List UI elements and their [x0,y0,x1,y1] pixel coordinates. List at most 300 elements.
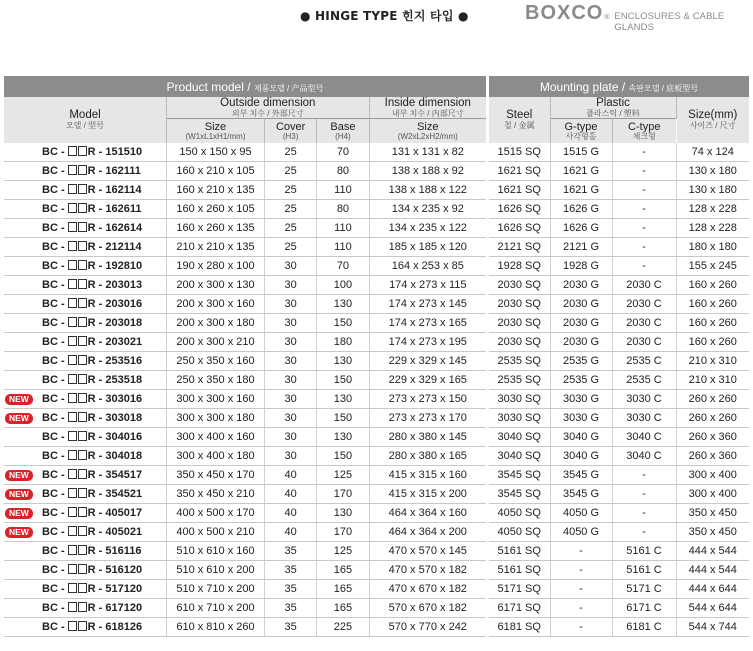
steel-cell: 3030 SQ [489,409,550,428]
base-label: Base [330,120,356,133]
table-row [489,466,749,485]
model-code: R - 212114 [87,241,142,253]
c-type-cell: 3030 C [612,390,676,409]
outside-size-cell: 160 x 210 x 105 [167,162,265,181]
base-cell: 165 [317,580,369,599]
steel-cell: 5161 SQ [489,542,550,561]
placeholder-box-icon [78,507,87,517]
model-cell [4,238,167,257]
table-row [4,428,486,447]
placeholder-box-icon [78,336,87,346]
table-row [4,219,486,238]
table-row [4,257,486,276]
plate-size-cell: 210 x 310 [676,352,749,371]
table-row [4,485,486,504]
steel-cell: 4050 SQ [489,504,550,523]
model-code: R - 618126 [87,621,143,633]
base-header [317,119,369,143]
model-prefix: BC - [42,241,68,253]
new-badge: NEW [5,413,33,424]
placeholder-box-icon [68,412,77,422]
inside-size-cell: 415 x 315 x 160 [369,466,486,485]
plate-size-cell: 444 x 544 [676,561,749,580]
plate-size-cell: 350 x 450 [676,523,749,542]
placeholder-box-icon [68,298,77,308]
band-text: Product model / [166,79,254,94]
table-row [489,504,749,523]
plate-size-header [676,97,749,143]
cover-cell: 30 [264,352,316,371]
model-code: R - 253516 [87,355,143,367]
table-row [489,219,749,238]
model-cell [4,181,167,200]
outside-size-cell: 300 x 400 x 160 [167,428,265,447]
plastic-sublabel: 플라스틱 / 塑料 [551,109,676,119]
base-cell: 170 [317,485,369,504]
model-prefix: BC - [42,184,68,196]
inside-size-cell: 464 x 364 x 200 [369,523,486,542]
g-type-cell: 2030 G [550,295,612,314]
model-prefix: BC - [42,431,68,443]
model-cell [4,295,167,314]
model-prefix: BC - [42,336,68,348]
g-type-cell: 1515 G [550,143,612,162]
plate-size-cell: 74 x 124 [676,143,749,162]
model-cell [4,276,167,295]
table-row [489,428,749,447]
placeholder-box-icon [68,260,77,270]
steel-cell: 3545 SQ [489,485,550,504]
model-cell [4,485,167,504]
model-prefix: BC - [42,621,68,633]
plate-size-cell: 130 x 180 [676,162,749,181]
c-type-cell: - [612,200,676,219]
g-type-header [550,119,612,143]
model-prefix: BC - [42,279,68,291]
plate-size-cell: 128 x 228 [676,219,749,238]
base-cell: 80 [317,200,369,219]
model-prefix: BC - [42,298,68,310]
model-cell [4,352,167,371]
placeholder-box-icon [68,545,77,555]
base-cell: 150 [317,314,369,333]
inside-size-cell: 164 x 253 x 85 [369,257,486,276]
table-row [4,295,486,314]
table-row [489,447,749,466]
placeholder-box-icon [78,222,87,232]
table-row [4,466,486,485]
model-code: R - 617120 [87,602,143,614]
plate-size-cell: 160 x 260 [676,295,749,314]
outside-size-cell: 510 x 610 x 160 [167,542,265,561]
base-cell: 130 [317,390,369,409]
table-row [4,561,486,580]
cover-cell: 35 [264,542,316,561]
model-prefix: BC - [42,469,68,481]
cover-cell: 30 [264,428,316,447]
g-type-cell: 4050 G [550,523,612,542]
plate-size-cell: 128 x 228 [676,200,749,219]
base-cell: 125 [317,542,369,561]
registered-mark: ® [603,13,611,21]
table-row [4,181,486,200]
new-badge: NEW [5,394,33,405]
plate-size-cell: 180 x 180 [676,238,749,257]
inside-size-cell: 273 x 273 x 170 [369,409,486,428]
placeholder-box-icon [78,602,87,612]
base-cell: 110 [317,238,369,257]
model-cell [4,580,167,599]
plate-size-cell: 544 x 644 [676,599,749,618]
model-code: R - 203021 [87,336,143,348]
g-type-cell: 1621 G [550,181,612,200]
cover-cell: 40 [264,523,316,542]
c-type-cell: - [612,523,676,542]
base-cell: 110 [317,181,369,200]
placeholder-box-icon [68,602,77,612]
inside-size-cell: 174 x 273 x 165 [369,314,486,333]
steel-cell: 2121 SQ [489,238,550,257]
placeholder-box-icon [78,469,87,479]
g-type-cell: 1928 G [550,257,612,276]
steel-cell: 6181 SQ [489,618,550,637]
model-code: R - 151510 [87,146,143,158]
model-prefix: BC - [42,564,68,576]
model-prefix: BC - [42,355,68,367]
outside-size-cell: 610 x 810 x 260 [167,618,265,637]
inside-size-cell: 174 x 273 x 145 [369,295,486,314]
placeholder-box-icon [78,488,87,498]
base-cell: 165 [317,599,369,618]
inside-size-cell: 174 x 273 x 195 [369,333,486,352]
cover-cell: 35 [264,618,316,637]
model-prefix: BC - [42,507,68,519]
new-badge: NEW [5,470,33,481]
plate-size-cell: 444 x 544 [676,542,749,561]
model-prefix: BC - [42,602,68,614]
cover-cell: 30 [264,371,316,390]
inside-size-cell: 134 x 235 x 122 [369,219,486,238]
model-cell [4,618,167,637]
mounting-plate-band [489,76,749,97]
cover-cell: 25 [264,162,316,181]
steel-cell: 5171 SQ [489,580,550,599]
base-cell: 110 [317,219,369,238]
model-cell [4,504,167,523]
base-cell: 150 [317,409,369,428]
model-cell [4,599,167,618]
inside-size-cell: 138 x 188 x 122 [369,181,486,200]
placeholder-box-icon [68,621,77,631]
product-model-table [4,76,486,637]
plate-size-cell: 155 x 245 [676,257,749,276]
outside-size-cell: 510 x 610 x 200 [167,561,265,580]
plate-size-cell: 210 x 310 [676,371,749,390]
plate-size-cell: 160 x 260 [676,276,749,295]
placeholder-box-icon [68,526,77,536]
steel-cell: 2535 SQ [489,371,550,390]
steel-sublabel: 철 / 金属 [504,121,535,130]
table-row [4,504,486,523]
inside-size-cell: 470 x 570 x 145 [369,542,486,561]
model-prefix: BC - [42,165,68,177]
outside-dimension-header [167,97,370,119]
outside-size-cell: 150 x 150 x 95 [167,143,265,162]
table-row [489,580,749,599]
inside-size-cell: 570 x 670 x 182 [369,599,486,618]
new-badge: NEW [5,508,33,519]
band-subtext: 제품모델 / 产品型号 [253,83,324,93]
model-code: R - 253518 [87,374,143,386]
model-code: R - 354521 [87,488,143,500]
table-row [489,561,749,580]
model-code: R - 303018 [87,412,143,424]
mounting-plate-table [489,76,749,637]
base-cell: 125 [317,466,369,485]
inside-size-header [369,119,486,143]
steel-cell: 3040 SQ [489,447,550,466]
model-cell [4,409,167,428]
table-row [4,409,486,428]
placeholder-box-icon [78,450,87,460]
base-cell: 170 [317,523,369,542]
model-code: R - 203013 [87,279,143,291]
placeholder-box-icon [68,203,77,213]
size-header [167,119,265,143]
base-sublabel: (H4) [335,131,351,141]
c-type-cell: - [612,238,676,257]
plate-size-cell: 444 x 644 [676,580,749,599]
g-type-cell: 3030 G [550,390,612,409]
inside-size-cell: 280 x 380 x 165 [369,447,486,466]
g-type-cell: 3040 G [550,428,612,447]
g-type-cell: 2535 G [550,371,612,390]
outside-size-cell: 200 x 300 x 180 [167,314,265,333]
placeholder-box-icon [78,184,87,194]
page-header [0,0,753,32]
model-prefix: BC - [42,526,68,538]
model-code: R - 517120 [87,583,143,595]
steel-cell: 2030 SQ [489,276,550,295]
table-row [489,333,749,352]
model-code: R - 162114 [87,184,142,196]
c-type-label: C-type [628,120,661,133]
plate-size-cell: 160 x 260 [676,333,749,352]
model-code: R - 516120 [87,564,143,576]
outside-size-cell: 610 x 710 x 200 [167,599,265,618]
c-type-cell: 2030 C [612,314,676,333]
cover-cell: 25 [264,143,316,162]
c-type-cell: 2535 C [612,352,676,371]
model-cell [4,257,167,276]
outside-size-cell: 210 x 210 x 135 [167,238,265,257]
placeholder-box-icon [68,583,77,593]
outside-size-cell: 510 x 710 x 200 [167,580,265,599]
cover-cell: 30 [264,314,316,333]
table-row [4,580,486,599]
g-type-cell: 2535 G [550,352,612,371]
product-model-band [4,76,486,97]
inside-size-cell: 464 x 364 x 160 [369,504,486,523]
model-cell [4,314,167,333]
g-type-sublabel: 사각형홀 [565,131,597,141]
size-sublabel: (W1xL1xH1/mm) [185,131,246,141]
placeholder-box-icon [78,203,87,213]
model-cell [4,561,167,580]
inside-size-cell: 570 x 770 x 242 [369,618,486,637]
inside-size-cell: 280 x 380 x 145 [369,428,486,447]
model-prefix: BC - [42,317,68,329]
steel-cell: 3545 SQ [489,466,550,485]
table-row [489,181,749,200]
outside-size-cell: 250 x 350 x 180 [167,371,265,390]
model-prefix: BC - [42,203,68,215]
steel-cell: 2030 SQ [489,314,550,333]
steel-cell: 1626 SQ [489,219,550,238]
model-prefix: BC - [42,545,68,557]
placeholder-box-icon [78,317,87,327]
placeholder-box-icon [78,374,87,384]
c-type-cell: - [612,219,676,238]
plate-size-label: Size(mm) [688,109,738,121]
outside-sublabel: 외부 치수 / 外部尺寸 [167,109,369,119]
steel-cell: 3040 SQ [489,428,550,447]
c-type-cell: 5161 C [612,561,676,580]
model-code: R - 303016 [87,393,143,405]
steel-cell: 1928 SQ [489,257,550,276]
c-type-cell: 5171 C [612,580,676,599]
table-row [4,200,486,219]
c-type-cell: - [612,143,676,162]
placeholder-box-icon [68,222,77,232]
cover-cell: 35 [264,561,316,580]
table-row [489,295,749,314]
inside-size-cell: 229 x 329 x 145 [369,352,486,371]
placeholder-box-icon [68,393,77,403]
table-row [4,333,486,352]
plate-size-cell: 300 x 400 [676,485,749,504]
model-cell [4,390,167,409]
table-row [4,162,486,181]
g-type-cell: 3545 G [550,466,612,485]
inside-size-label: Size [417,120,439,133]
section-title: ● HINGE TYPE 힌지 타입 ● [300,9,469,23]
base-cell: 150 [317,371,369,390]
placeholder-box-icon [68,488,77,498]
placeholder-box-icon [68,165,77,175]
placeholder-box-icon [68,450,77,460]
g-type-cell: 4050 G [550,504,612,523]
cover-label: Cover [275,120,306,133]
cover-sublabel: (H3) [282,131,299,141]
model-prefix: BC - [42,146,68,158]
inside-size-cell: 273 x 273 x 150 [369,390,486,409]
steel-cell: 1621 SQ [489,181,550,200]
base-cell: 165 [317,561,369,580]
plate-size-cell: 160 x 260 [676,314,749,333]
cover-cell: 30 [264,257,316,276]
model-cell [4,542,167,561]
placeholder-box-icon [78,393,87,403]
outside-size-cell: 200 x 300 x 210 [167,333,265,352]
table-row [4,523,486,542]
model-code: R - 162611 [87,203,142,215]
c-type-cell: 2030 C [612,276,676,295]
inside-size-cell: 131 x 131 x 82 [369,143,486,162]
plate-size-cell: 130 x 180 [676,181,749,200]
inside-size-cell: 470 x 670 x 182 [369,580,486,599]
placeholder-box-icon [78,146,87,156]
g-type-cell: - [550,599,612,618]
placeholder-box-icon [78,412,87,422]
outside-size-cell: 300 x 300 x 160 [167,390,265,409]
model-cell [4,371,167,390]
base-cell: 150 [317,447,369,466]
outside-size-cell: 200 x 300 x 160 [167,295,265,314]
cover-cell: 25 [264,200,316,219]
placeholder-box-icon [78,298,87,308]
g-type-cell: 3040 G [550,447,612,466]
model-prefix: BC - [42,260,68,272]
placeholder-box-icon [68,279,77,289]
table-row [4,238,486,257]
table-row [4,599,486,618]
cover-cell: 25 [264,238,316,257]
model-code: R - 405021 [87,526,143,538]
logo-wordmark: BOXCO [525,2,604,24]
inside-size-cell: 174 x 273 x 115 [369,276,486,295]
plate-size-cell: 260 x 260 [676,390,749,409]
cover-cell: 30 [264,276,316,295]
steel-cell: 6171 SQ [489,599,550,618]
placeholder-box-icon [78,431,87,441]
model-sublabel: 모델 / 型号 [65,121,105,130]
outside-size-cell: 300 x 400 x 180 [167,447,265,466]
placeholder-box-icon [68,317,77,327]
model-cell [4,447,167,466]
placeholder-box-icon [68,146,77,156]
g-type-cell: - [550,561,612,580]
plate-size-cell: 300 x 400 [676,466,749,485]
table-row [4,314,486,333]
inside-size-cell: 470 x 570 x 182 [369,561,486,580]
placeholder-box-icon [68,336,77,346]
table-row [489,143,749,162]
base-cell: 130 [317,504,369,523]
brand-logo [525,2,753,33]
plate-size-cell: 350 x 450 [676,504,749,523]
g-type-cell: 2030 G [550,276,612,295]
g-type-cell: 1626 G [550,219,612,238]
g-type-cell: 2030 G [550,314,612,333]
base-cell: 180 [317,333,369,352]
table-row [489,276,749,295]
c-type-cell: - [612,257,676,276]
inside-dimension-header [369,97,486,119]
outside-size-cell: 160 x 260 x 105 [167,200,265,219]
size-label: Size [204,120,227,133]
base-cell: 70 [317,257,369,276]
c-type-header [612,119,676,143]
plate-size-cell: 260 x 360 [676,447,749,466]
table-row [489,257,749,276]
plastic-label: Plastic [596,97,630,109]
model-code: R - 162614 [87,222,143,234]
model-cell [4,523,167,542]
model-code: R - 516116 [87,545,142,557]
steel-cell: 3030 SQ [489,390,550,409]
model-prefix: BC - [42,412,68,424]
